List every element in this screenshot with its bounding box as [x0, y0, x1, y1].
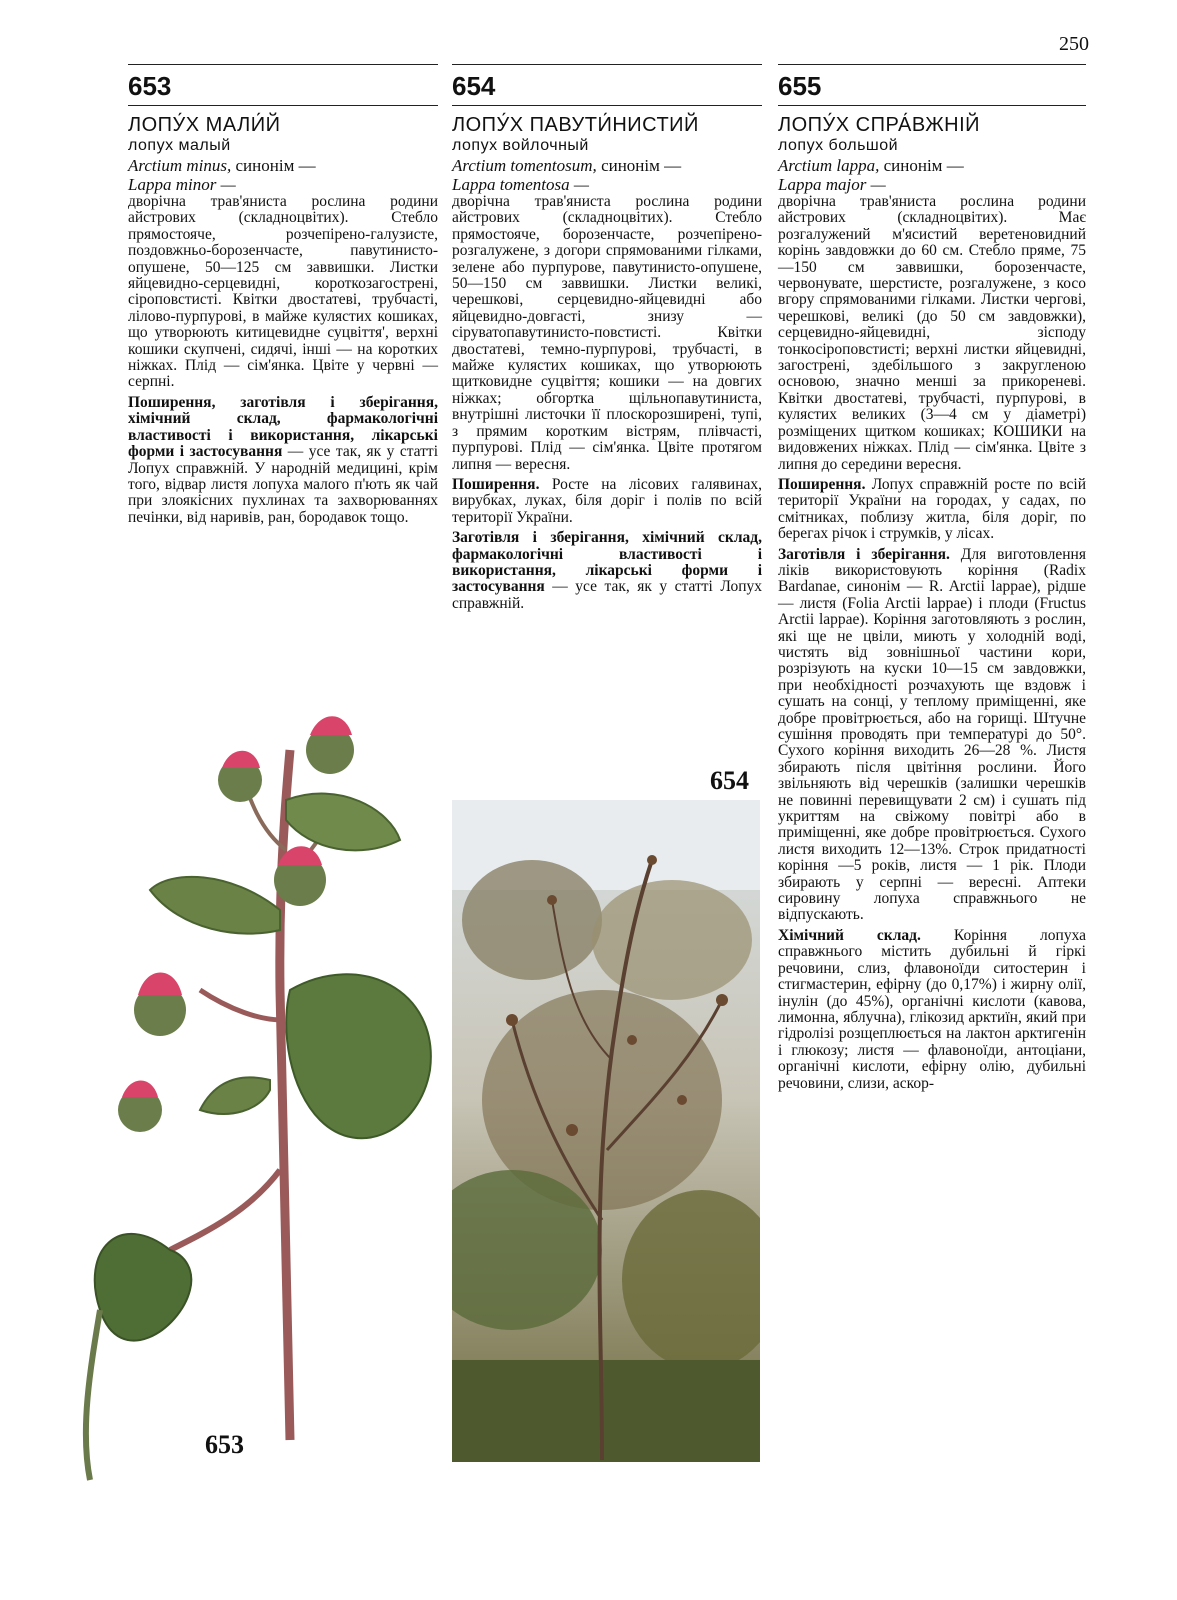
chem-text: Коріння лопуха справжнього містить дубильні й гіркі речовини, слиз, флавоноїди ситостерин і стигмастерин, ефірну (до 0,17%) і жирну олії, інулін (до 45%), органічні кислоти (кавова, лимонна, яблучна), глікозид арктиїн, який при гідролізі розщеплюється на лактон арктигенін і глюкозу; листя — флавоноїди, антоціани, органічні кислоти, ефірну олію, дубильні речовини, слизи, аскор- — [778, 926, 1086, 1092]
harvest-heading: Заготівля і зберігання. — [778, 545, 950, 563]
entry-number: 654 — [452, 71, 496, 101]
section-text: — усе так, як у статті Лопух справжній. У народній медицині, крім того, відвар листя лопуха малого п'ють як чай при злоякісних пухлинах та захворюваннях печінки, від наривів, ран, бородавок тощо. — [128, 443, 438, 526]
page-number: 250 — [1059, 33, 1089, 55]
burdock-illustration-653 — [60, 690, 450, 1490]
harvest-paragraph — [778, 547, 1086, 924]
harvest-text: Для виготовлення ліків використовують коріння (Radix Bardanae, синонім — R. Arctii lappae), рідше — листя (Folia Arctii lappae) і плоди (Fructus Arctii lappae). Коріння заготовляють з рослин, які ще не цвіли, миють у холодній воді, чистять від зовнішньої частини кори, розрізують на куски 10—15 см завдовжки, при необхідності розчахують ще вздовж і сушать на сонці, у теплому приміщенні, яке добре провітрюється, або на горищі. Штучне сушіння проводять при температурі до 50°. Сухого коріння виходить 26—28 %. Листя збирають після цвітіння рослини. Його звільняють від черешків (залишки черешків не повинні перевищувати 2 см) і сушать під укриттям на свіжому повітрі або в приміщенні, яке добре провітрюється. Сухого листя виходить 12—13%. Строк придатності коріння —5 років, листя — 1 рік. Плоди збирають у серпні — вересні. Аптеки сировину лопуха справжнього не відпускають. — [778, 545, 1086, 924]
spread-heading: Поширення. — [778, 475, 866, 493]
latin-name-line — [778, 156, 1086, 194]
section-heading: Поширення, заготівля і зберігання, хімічний склад, фармакологічні властивості і використання, лікарські форми і застосування — [128, 393, 438, 461]
synonym-label: синонім — — [879, 156, 964, 175]
description: дворічна трав'яниста рослина родини айстрових (складноцвітих). Має розгалужений м'ясистий веретеновидний корінь завдовжки до 60 см. Стебло пряме, 75—150 см заввишки, борозенчасте, червонувате, шерстисте, розгалужене, з косо вгору спрямованими гілками. Листки чергові, черешкові, великі (до 50 см завдовжки), серцевидно-яйцевидні, зісподу тонкосіроповстисті; верхні листки яйцевидні, загострені, здебільшого з закругленою основою, значно менші за прикореневі. Квітки двостатеві, трубчасті, пурпурові, в кулястих великих (3—4 см у діаметрі) розміщених щитком кошиках; КОШИКИ на видовжених ніжках. Плід — сім'янка. Цвіте з липня до середини вересня. — [778, 193, 1086, 473]
top-rule — [128, 64, 438, 65]
top-rule — [778, 64, 1086, 65]
section-paragraph — [128, 395, 438, 526]
latin-synonym: Lappa major — — [778, 175, 886, 194]
synonym-label: синонім — — [231, 156, 316, 175]
russian-name: лопух войлочный — [452, 137, 589, 154]
entry-653 — [128, 64, 438, 530]
figure-label-653: 653 — [205, 1430, 244, 1459]
latin-synonym: Lappa minor — — [128, 175, 236, 194]
entry-body — [452, 194, 762, 612]
figure-label-654: 654 — [710, 766, 749, 795]
spread-text: Лопух справжній росте по всій території України на городах, у садах, по смітниках, поблизу житла, біля доріг, по берегах річок і струмків, у лісах. — [778, 475, 1086, 543]
entry-title: ЛОПУ́Х МАЛИ́Й — [128, 114, 281, 136]
description: дворічна трав'яниста рослина родини айстрових (складноцвітих). Стебло прямостояче, борозенчасте, розчепірено-розгалужене, з догори спрямованими гілками, зелене або пурпурове, павутинисто-опушене, 50—150 см заввишки. Листки великі, черешкові, серцевидно-яйцевидні або яйцевидно-довгасті, знизу — сіруватопавутинисто-повстисті. Квітки двостатеві, темно-пурпурові, трубчасті, в майже кулястих кошиках, що утворюють щитковидне суцвіття; кошики — на довгих ніжках; обгортка щільнопавутиниста, внутрішні листочки її плоскорозширені, тупі, з прямим коротким вістрям, плівчасті, пурпурові. Плід — сім'янка. Цвіте протягом липня — вересня. — [452, 193, 762, 473]
latin-name: Arctium minus, — [128, 156, 232, 175]
number-rule — [128, 105, 438, 106]
spread-heading: Поширення. — [452, 475, 540, 493]
entry-title: ЛОПУ́Х ПАВУТИ́НИСТИЙ — [452, 114, 699, 136]
synonym-label: синонім — — [596, 156, 682, 175]
entry-body — [128, 194, 438, 526]
entry-number: 653 — [128, 71, 172, 101]
latin-name: Arctium tomentosum, — [452, 156, 597, 175]
top-rule — [452, 64, 762, 65]
entry-655 — [778, 64, 1086, 1096]
chem-paragraph — [778, 928, 1086, 1092]
latin-synonym: Lappa tomentosa — — [452, 175, 589, 194]
number-rule — [452, 105, 762, 106]
spread-paragraph — [452, 477, 762, 526]
latin-name-line — [452, 156, 762, 194]
latin-name: Arctium lappa, — [778, 156, 880, 175]
spread-paragraph — [778, 477, 1086, 543]
description: дворічна трав'яниста рослина родини айстрових (складноцвітих). Стебло прямостояче, розчепірено-галузисте, поздовжньо-борозенчасте, павутинисто-опушене, 50—125 см заввишки. Листки яйцевидно-серцевидні, короткозагострені, сіроповстисті. Квітки двостатеві, трубчасті, лілово-пурпурові, в майже кулястих кошиках, що утворюють китицевидне суцвіття', верхні кошики скупчені, сидячі, інші — на коротких ніжках. Плід — сім'янка. Цвіте у червні — серпні. — [128, 193, 438, 391]
latin-name-line — [128, 156, 438, 194]
section-heading: Заготівля і зберігання, хімічний склад, фармакологічні властивості і використання, лікарські форми і застосування — [452, 529, 762, 596]
chem-heading: Хімічний склад. — [778, 926, 921, 944]
section-text: — усе так, як у статті Лопух справжній. — [452, 578, 762, 612]
russian-name: лопух большой — [778, 137, 899, 154]
entry-title: ЛОПУ́Х СПРА́ВЖНІЙ — [778, 114, 981, 136]
spread-text: Росте на лісових галявинах, вирубках, луках, біля доріг і полів по всій території України. — [452, 475, 762, 526]
entry-654 — [452, 64, 762, 616]
entry-body — [778, 194, 1086, 1092]
entry-number: 655 — [778, 71, 822, 101]
burdock-photo-654 — [452, 800, 760, 1462]
section-paragraph — [452, 530, 762, 612]
russian-name: лопух малый — [128, 137, 231, 154]
number-rule — [778, 105, 1086, 106]
